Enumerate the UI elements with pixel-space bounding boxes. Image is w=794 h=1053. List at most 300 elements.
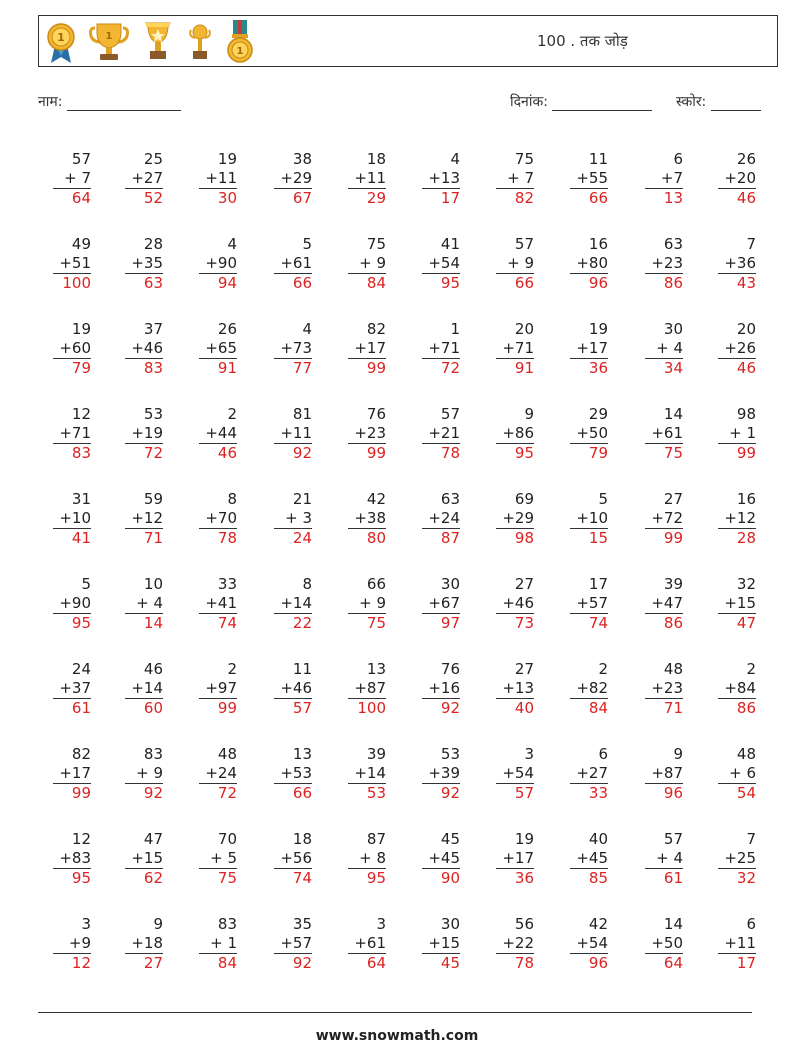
addend-top: 48 (736, 745, 756, 763)
name-field (38, 92, 181, 111)
answer[interactable]: 36 (496, 868, 534, 888)
trophy-small-icon (187, 22, 213, 62)
addition-problem (262, 150, 312, 208)
addend-top: 29 (588, 405, 608, 423)
addend-top: 6 (746, 915, 756, 933)
addend-bottom: +11 (724, 934, 756, 952)
addend-top: 76 (440, 660, 460, 678)
answer[interactable]: 100 (53, 273, 91, 293)
answer[interactable]: 86 (645, 613, 683, 633)
addition-problem (262, 490, 312, 548)
addend-bottom: +80 (576, 254, 608, 272)
answer[interactable]: 94 (199, 273, 237, 293)
medal-ribbon-icon (47, 21, 75, 63)
addition-problem (558, 915, 608, 973)
trophy-cup-icon (89, 22, 129, 62)
answer[interactable]: 83 (53, 443, 91, 463)
addend-top: 3 (524, 745, 534, 763)
answer[interactable]: 75 (199, 868, 237, 888)
addition-problem (558, 660, 608, 718)
addend-bottom: +38 (354, 509, 386, 527)
addend-bottom: +70 (205, 509, 237, 527)
addend-bottom: +65 (205, 339, 237, 357)
answer[interactable]: 61 (53, 698, 91, 718)
addend-top: 83 (217, 915, 237, 933)
addition-problem (262, 745, 312, 803)
addend-top: 59 (143, 490, 163, 508)
answer[interactable]: 96 (570, 953, 608, 973)
addend-bottom: + 7 (507, 169, 534, 187)
addend-bottom: +37 (59, 679, 91, 697)
answer[interactable]: 46 (199, 443, 237, 463)
addend-bottom: +60 (59, 339, 91, 357)
addition-problem (187, 490, 237, 548)
addend-bottom: +23 (354, 424, 386, 442)
answer[interactable]: 54 (718, 783, 756, 803)
footer-site: www.snowmath.com (315, 1028, 479, 1044)
addition-problem (410, 830, 460, 888)
answer[interactable]: 92 (274, 953, 312, 973)
answer[interactable]: 73 (496, 613, 534, 633)
addend-top: 9 (524, 405, 534, 423)
addend-top: 76 (366, 405, 386, 423)
addend-bottom: +9 (68, 934, 91, 952)
answer[interactable]: 95 (53, 613, 91, 633)
addend-bottom: +13 (502, 679, 534, 697)
addend-bottom: +20 (724, 169, 756, 187)
addition-problem (706, 830, 756, 888)
addend-top: 6 (673, 150, 683, 168)
addition-problem (633, 575, 683, 633)
addition-problem (187, 405, 237, 463)
addend-bottom: +15 (131, 849, 163, 867)
addition-problem (484, 320, 534, 378)
addend-bottom: +50 (576, 424, 608, 442)
answer[interactable]: 78 (496, 953, 534, 973)
addend-bottom: +57 (280, 934, 312, 952)
answer[interactable]: 40 (496, 698, 534, 718)
answer[interactable]: 97 (422, 613, 460, 633)
addend-top: 19 (514, 830, 534, 848)
addition-problem (336, 660, 386, 718)
addition-problem (706, 405, 756, 463)
addend-top: 2 (598, 660, 608, 678)
name-label: नाम: (38, 94, 63, 110)
addend-top: 27 (663, 490, 683, 508)
addend-top: 3 (81, 915, 91, 933)
answer[interactable]: 45 (422, 953, 460, 973)
addition-problem (633, 660, 683, 718)
addend-bottom: + 3 (285, 509, 312, 527)
addend-bottom: +17 (354, 339, 386, 357)
answer[interactable]: 78 (422, 443, 460, 463)
answer[interactable]: 99 (53, 783, 91, 803)
answer[interactable]: 66 (274, 273, 312, 293)
answer[interactable]: 64 (53, 188, 91, 208)
addend-bottom: +14 (280, 594, 312, 612)
answer[interactable]: 64 (348, 953, 386, 973)
answer[interactable]: 96 (570, 273, 608, 293)
addend-bottom: +90 (59, 594, 91, 612)
addend-bottom: + 1 (729, 424, 756, 442)
answer[interactable]: 91 (496, 358, 534, 378)
addend-bottom: +23 (651, 254, 683, 272)
answer[interactable]: 95 (53, 868, 91, 888)
addend-top: 19 (217, 150, 237, 168)
addend-bottom: +36 (724, 254, 756, 272)
addition-problem (558, 320, 608, 378)
answer[interactable]: 29 (348, 188, 386, 208)
answer[interactable]: 46 (718, 188, 756, 208)
answer[interactable]: 90 (422, 868, 460, 888)
answer[interactable]: 99 (348, 358, 386, 378)
addend-bottom: + 9 (359, 594, 386, 612)
addition-problem (410, 490, 460, 548)
addend-top: 35 (292, 915, 312, 933)
answer[interactable]: 14 (125, 613, 163, 633)
addition-problem (484, 915, 534, 973)
addend-bottom: +15 (724, 594, 756, 612)
addend-bottom: +13 (428, 169, 460, 187)
addition-problem (336, 150, 386, 208)
addend-top: 75 (366, 235, 386, 253)
addend-bottom: +67 (428, 594, 460, 612)
svg-text:1: 1 (57, 31, 65, 44)
addend-bottom: +72 (651, 509, 683, 527)
addition-problem (187, 150, 237, 208)
answer[interactable]: 78 (199, 528, 237, 548)
addend-bottom: +84 (724, 679, 756, 697)
answer[interactable]: 74 (199, 613, 237, 633)
addend-bottom: +47 (651, 594, 683, 612)
addend-top: 75 (514, 150, 534, 168)
answer[interactable]: 57 (274, 698, 312, 718)
addition-problem (336, 830, 386, 888)
score-blank[interactable] (711, 94, 761, 111)
answer[interactable]: 17 (718, 953, 756, 973)
answer[interactable]: 82 (496, 188, 534, 208)
addition-problem (187, 235, 237, 293)
answer[interactable]: 33 (570, 783, 608, 803)
answer[interactable]: 66 (570, 188, 608, 208)
addition-problem (558, 830, 608, 888)
addend-top: 1 (450, 320, 460, 338)
addend-bottom: +39 (428, 764, 460, 782)
answer[interactable]: 75 (645, 443, 683, 463)
answer[interactable]: 53 (348, 783, 386, 803)
addend-bottom: +45 (428, 849, 460, 867)
worksheet-title: 100 . तक जोड़ (537, 32, 628, 50)
addition-problem (336, 490, 386, 548)
answer[interactable]: 32 (718, 868, 756, 888)
addend-top: 48 (217, 745, 237, 763)
addend-bottom: +10 (576, 509, 608, 527)
addition-problem (558, 235, 608, 293)
addition-problem (558, 490, 608, 548)
answer[interactable]: 84 (199, 953, 237, 973)
addend-bottom: + 4 (656, 339, 683, 357)
addend-bottom: +61 (280, 254, 312, 272)
addend-bottom: +19 (131, 424, 163, 442)
addend-top: 24 (71, 660, 91, 678)
addend-top: 11 (588, 150, 608, 168)
addition-problem (113, 575, 163, 633)
addend-bottom: +54 (576, 934, 608, 952)
addend-bottom: +35 (131, 254, 163, 272)
answer[interactable]: 72 (125, 443, 163, 463)
addition-problem (187, 320, 237, 378)
addend-top: 66 (366, 575, 386, 593)
answer[interactable]: 27 (125, 953, 163, 973)
addition-problem (262, 405, 312, 463)
addition-problem (558, 745, 608, 803)
addend-top: 42 (588, 915, 608, 933)
addend-top: 81 (292, 405, 312, 423)
addition-problem (706, 660, 756, 718)
addition-problem (558, 405, 608, 463)
addition-problem (336, 575, 386, 633)
addition-problem (484, 745, 534, 803)
answer[interactable]: 43 (718, 273, 756, 293)
addition-problem (262, 830, 312, 888)
addend-bottom: + 7 (64, 169, 91, 187)
addend-top: 41 (440, 235, 460, 253)
addition-problem (484, 490, 534, 548)
answer[interactable]: 17 (422, 188, 460, 208)
addend-top: 9 (153, 915, 163, 933)
answer[interactable]: 79 (570, 443, 608, 463)
addend-top: 57 (663, 830, 683, 848)
answer[interactable]: 62 (125, 868, 163, 888)
answer[interactable]: 15 (570, 528, 608, 548)
addend-top: 16 (736, 490, 756, 508)
answer[interactable]: 77 (274, 358, 312, 378)
answer[interactable]: 66 (496, 273, 534, 293)
answer[interactable]: 79 (53, 358, 91, 378)
addend-top: 57 (71, 150, 91, 168)
addend-bottom: +61 (354, 934, 386, 952)
addend-bottom: +87 (354, 679, 386, 697)
addend-top: 2 (227, 660, 237, 678)
addend-bottom: +46 (502, 594, 534, 612)
medal-icon (227, 20, 253, 64)
addition-problem (484, 405, 534, 463)
answer[interactable]: 41 (53, 528, 91, 548)
addend-top: 12 (71, 830, 91, 848)
answer[interactable]: 66 (274, 783, 312, 803)
answer[interactable]: 12 (53, 953, 91, 973)
date-label: दिनांक: (510, 94, 548, 110)
answer[interactable]: 99 (718, 443, 756, 463)
addend-bottom: + 5 (210, 849, 237, 867)
addition-problem (41, 745, 91, 803)
addend-top: 9 (673, 745, 683, 763)
addition-problem (706, 575, 756, 633)
addition-problem (633, 405, 683, 463)
addend-top: 10 (143, 575, 163, 593)
answer[interactable]: 92 (274, 443, 312, 463)
answer[interactable]: 13 (645, 188, 683, 208)
addition-problem (41, 320, 91, 378)
addend-top: 87 (366, 830, 386, 848)
answer[interactable]: 99 (199, 698, 237, 718)
answer[interactable]: 95 (422, 273, 460, 293)
answer[interactable]: 84 (348, 273, 386, 293)
addend-top: 5 (598, 490, 608, 508)
addition-problem (410, 405, 460, 463)
addend-bottom: +44 (205, 424, 237, 442)
addend-top: 2 (746, 660, 756, 678)
answer[interactable]: 98 (496, 528, 534, 548)
addition-problem (410, 150, 460, 208)
addition-problem (113, 235, 163, 293)
svg-text:1: 1 (105, 31, 113, 42)
addend-top: 7 (746, 830, 756, 848)
addend-top: 13 (366, 660, 386, 678)
addend-bottom: + 1 (210, 934, 237, 952)
addend-top: 8 (302, 575, 312, 593)
answer[interactable]: 84 (570, 698, 608, 718)
addend-bottom: +83 (59, 849, 91, 867)
addition-problem (484, 660, 534, 718)
addition-problem (410, 745, 460, 803)
addend-bottom: +45 (576, 849, 608, 867)
addition-problem (113, 150, 163, 208)
answer[interactable]: 71 (645, 698, 683, 718)
addend-bottom: + 9 (136, 764, 163, 782)
addend-bottom: +27 (576, 764, 608, 782)
addition-problem (633, 150, 683, 208)
addend-bottom: + 9 (507, 254, 534, 272)
addition-problem (633, 235, 683, 293)
addition-problem (706, 235, 756, 293)
addend-bottom: +12 (724, 509, 756, 527)
addend-top: 27 (514, 660, 534, 678)
addend-bottom: +53 (280, 764, 312, 782)
addend-bottom: +17 (59, 764, 91, 782)
addition-problem (706, 915, 756, 973)
addend-bottom: +56 (280, 849, 312, 867)
answer[interactable]: 36 (570, 358, 608, 378)
addend-bottom: +97 (205, 679, 237, 697)
answer[interactable]: 86 (645, 273, 683, 293)
addend-top: 70 (217, 830, 237, 848)
answer[interactable]: 96 (645, 783, 683, 803)
answer[interactable]: 30 (199, 188, 237, 208)
answer[interactable]: 52 (125, 188, 163, 208)
answer[interactable]: 92 (422, 783, 460, 803)
addend-bottom: +11 (280, 424, 312, 442)
answer[interactable]: 92 (125, 783, 163, 803)
addend-bottom: +71 (502, 339, 534, 357)
answer[interactable]: 72 (422, 358, 460, 378)
addend-bottom: +24 (428, 509, 460, 527)
answer[interactable]: 64 (645, 953, 683, 973)
addend-top: 40 (588, 830, 608, 848)
addition-problem (336, 405, 386, 463)
addend-top: 49 (71, 235, 91, 253)
answer[interactable]: 99 (645, 528, 683, 548)
addend-top: 18 (366, 150, 386, 168)
addend-top: 32 (736, 575, 756, 593)
answer[interactable]: 95 (348, 868, 386, 888)
addition-problem (706, 745, 756, 803)
addend-top: 57 (440, 405, 460, 423)
answer[interactable]: 100 (348, 698, 386, 718)
addend-top: 17 (588, 575, 608, 593)
addend-bottom: +90 (205, 254, 237, 272)
answer[interactable]: 24 (274, 528, 312, 548)
addition-problem (41, 405, 91, 463)
addend-bottom: +82 (576, 679, 608, 697)
answer[interactable]: 87 (422, 528, 460, 548)
answer[interactable]: 83 (125, 358, 163, 378)
addition-problem (262, 320, 312, 378)
addend-bottom: +27 (131, 169, 163, 187)
addend-top: 30 (663, 320, 683, 338)
addition-problem (336, 235, 386, 293)
trophy-star-icon (143, 21, 173, 63)
answer[interactable]: 86 (718, 698, 756, 718)
answer[interactable]: 61 (645, 868, 683, 888)
answer[interactable]: 67 (274, 188, 312, 208)
answer[interactable]: 60 (125, 698, 163, 718)
addend-bottom: +16 (428, 679, 460, 697)
answer[interactable]: 74 (570, 613, 608, 633)
addend-top: 83 (143, 745, 163, 763)
addend-bottom: +54 (502, 764, 534, 782)
addend-top: 45 (440, 830, 460, 848)
answer[interactable]: 99 (348, 443, 386, 463)
addend-top: 20 (514, 320, 534, 338)
addition-problem (484, 575, 534, 633)
addition-problem (336, 320, 386, 378)
answer[interactable]: 72 (199, 783, 237, 803)
answer[interactable]: 63 (125, 273, 163, 293)
answer[interactable]: 95 (496, 443, 534, 463)
addend-bottom: +54 (428, 254, 460, 272)
answer[interactable]: 91 (199, 358, 237, 378)
addend-top: 33 (217, 575, 237, 593)
addend-bottom: + 9 (359, 254, 386, 272)
answer[interactable]: 47 (718, 613, 756, 633)
answer[interactable]: 75 (348, 613, 386, 633)
name-blank[interactable] (67, 94, 181, 111)
answer[interactable]: 85 (570, 868, 608, 888)
answer[interactable]: 34 (645, 358, 683, 378)
addition-problem (41, 575, 91, 633)
addition-problem (113, 745, 163, 803)
date-blank[interactable] (552, 94, 652, 111)
answer[interactable]: 80 (348, 528, 386, 548)
addend-top: 82 (366, 320, 386, 338)
addend-bottom: +29 (502, 509, 534, 527)
answer[interactable]: 71 (125, 528, 163, 548)
date-field (510, 92, 652, 111)
answer[interactable]: 46 (718, 358, 756, 378)
answer[interactable]: 57 (496, 783, 534, 803)
addition-problem (706, 320, 756, 378)
addend-top: 5 (302, 235, 312, 253)
addend-top: 20 (736, 320, 756, 338)
answer[interactable]: 74 (274, 868, 312, 888)
addition-problem (633, 320, 683, 378)
answer[interactable]: 22 (274, 613, 312, 633)
addend-bottom: +18 (131, 934, 163, 952)
answer[interactable]: 92 (422, 698, 460, 718)
addend-bottom: +14 (131, 679, 163, 697)
answer[interactable]: 28 (718, 528, 756, 548)
